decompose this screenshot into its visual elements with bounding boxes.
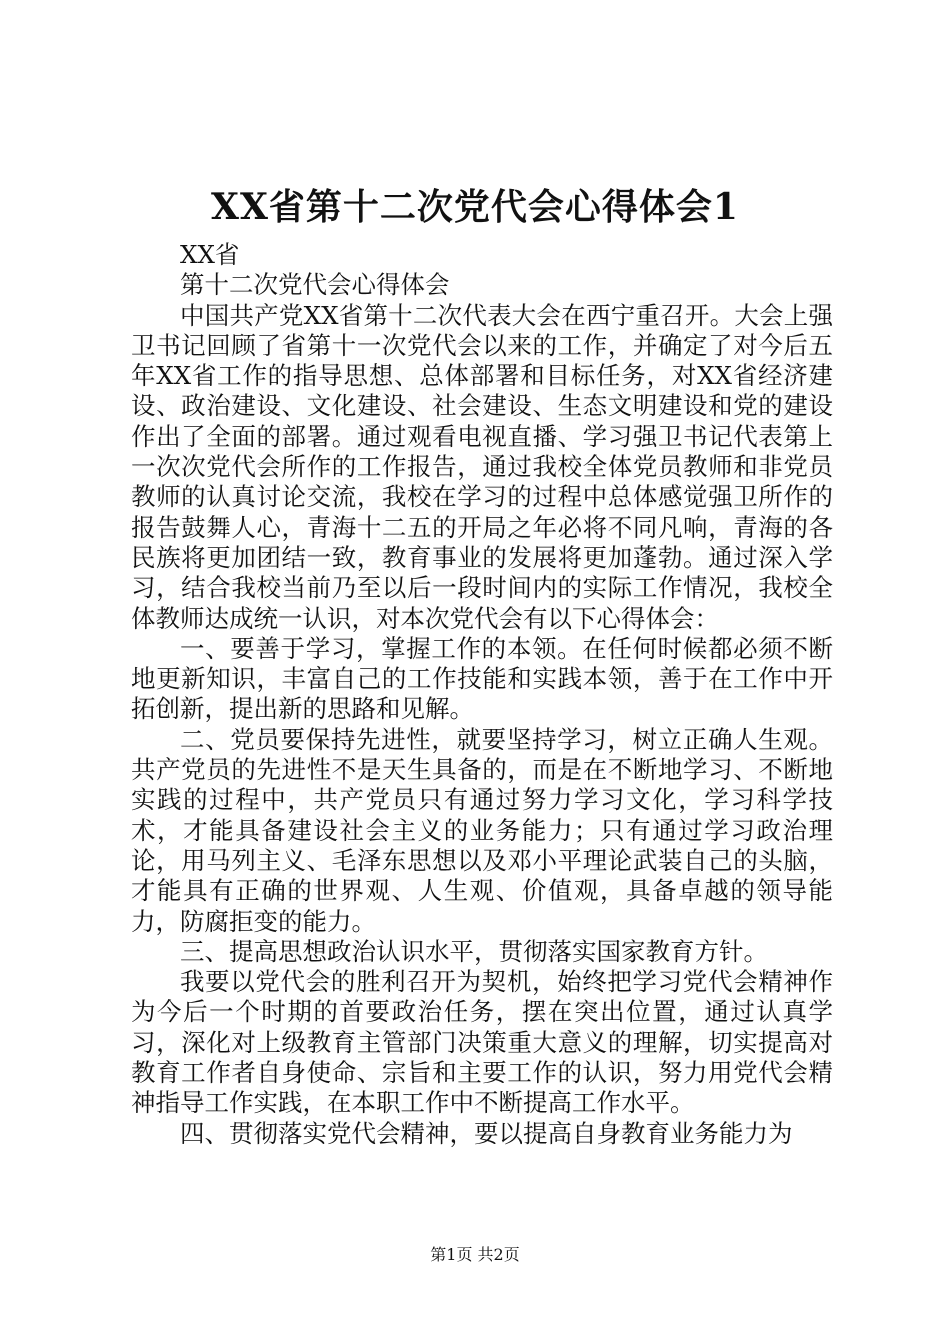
- paragraph-point-four: 四、贯彻落实党代会精神，要以提高自身教育业务能力为: [180, 1118, 793, 1148]
- paragraph-province: XX省: [180, 240, 240, 269]
- document-title: XX省第十二次党代会心得体会1: [211, 186, 739, 228]
- paragraph-intro: 中国共产党XX省第十二次代表大会在西宁重召开。大会上强卫书记回顾了省第十一次党代会以来的工作，并确定了对今后五年XX省工作的指导思想、总体部署和目标任务，对XX省经济建设、政治建设、文化建设、社会建设、生态文明建设和党的建设作出了全面的部署。通过观看电视直播、学习强卫书记代表第上一次次党代会所作的工作报告，通过我校全体党员教师和非党员教师的认真讨论交流，我校在学习的过程中总体感觉强卫所作的报告鼓舞人心，青海十二五的开局之年必将不同凡响，青海的各民族将更加团结一致，教育事业的发展将更加蓬勃。通过深入学习，结合我校当前乃至以后一段时间内的实际工作情况，我校全体教师达成统一认识，对本次党代会有以下心得体会：: [131, 300, 833, 633]
- paragraph-commitment: 我要以党代会的胜利召开为契机，始终把学习党代会精神作为今后一个时期的首要政治任务，摆在突出位置，通过认真学习，深化对上级教育主管部门决策重大意义的理解，切实提高对教育工作者自身使命、宗旨和主要工作的认识，努力用党代会精神指导工作实践，在本职工作中不断提高工作水平。: [131, 967, 833, 1118]
- paragraph-point-one: 一、要善于学习，掌握工作的本领。在任何时候都必须不断地更新知识，丰富自己的工作技能和实践本领，善于在工作中开拓创新，提出新的思路和见解。: [131, 633, 833, 724]
- paragraph-subtitle: 第十二次党代会心得体会: [180, 270, 450, 300]
- page-footer: 第1页 共2页: [430, 1245, 520, 1264]
- paragraph-point-three: 三、提高思想政治认识水平，贯彻落实国家教育方针。: [180, 936, 768, 966]
- document-body: [131, 240, 833, 1149]
- paragraph-point-two: 二、党员要保持先进性，就要坚持学习，树立正确人生观。共产党员的先进性不是天生具备的，而是在不断地学习、不断地实践的过程中，共产党员只有通过努力学习文化，学习科学技术，才能具备建设社会主义的业务能力；只有通过学习政治理论，用马列主义、毛泽东思想以及邓小平理论武装自己的头脑，才能具有正确的世界观、人生观、价值观，具备卓越的领导能力，防腐拒变的能力。: [131, 724, 833, 936]
